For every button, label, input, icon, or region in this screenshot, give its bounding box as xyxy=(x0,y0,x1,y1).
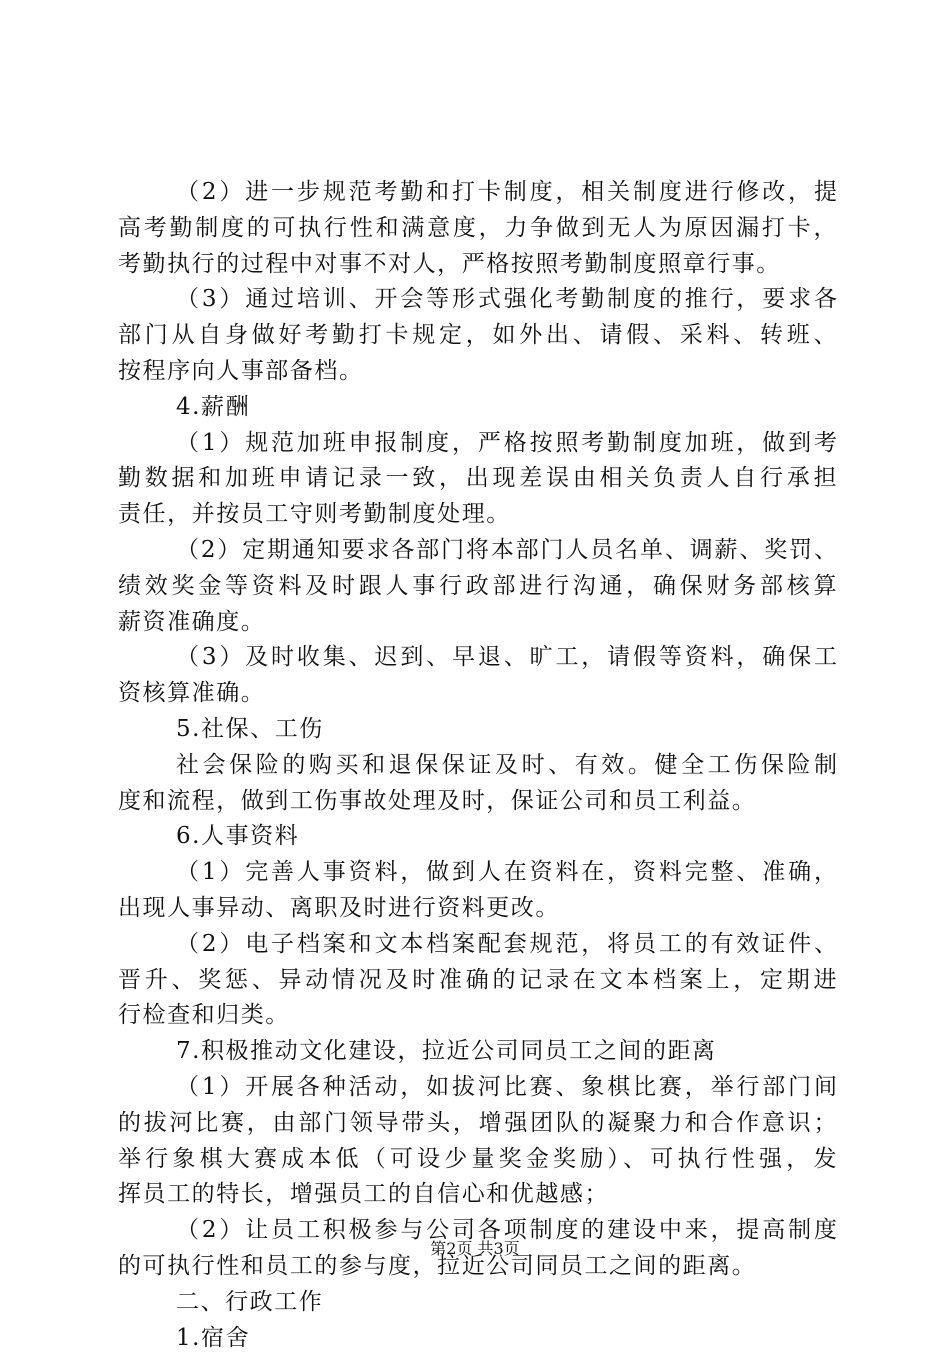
section-heading: 7.积极推动文化建设，拉近公司同员工之间的距离 xyxy=(118,1034,838,1070)
paragraph-line: （2）电子档案和文本档案配套规范，将员工的有效证件、 xyxy=(118,927,838,963)
section-heading: 5.社保、工伤 xyxy=(118,712,838,748)
paragraph-line: 高考勤制度的可执行性和满意度，力争做到无人为原因漏打卡， xyxy=(118,211,838,247)
section-heading: 二、行政工作 xyxy=(118,1285,838,1321)
paragraph-line: 出现人事异动、离职及时进行资料更改。 xyxy=(118,891,838,927)
paragraph-line: 资核算准确。 xyxy=(118,676,838,712)
document-body xyxy=(118,175,838,1356)
page-number-footer: 第2页 共3页 xyxy=(0,1238,950,1260)
section-heading: 6.人事资料 xyxy=(118,819,838,855)
paragraph-line: （3）通过培训、开会等形式强化考勤制度的推行，要求各 xyxy=(118,282,838,318)
paragraph-line: 的拔河比赛，由部门领导带头，增强团队的凝聚力和合作意识； xyxy=(118,1106,838,1142)
section-heading: 1.宿舍 xyxy=(118,1321,838,1356)
paragraph-line: 行检查和归类。 xyxy=(118,998,838,1034)
paragraph-line: 按程序向人事部备档。 xyxy=(118,354,838,390)
paragraph-line: （1）规范加班申报制度，严格按照考勤制度加班，做到考 xyxy=(118,426,838,462)
paragraph-line: 考勤执行的过程中对事不对人，严格按照考勤制度照章行事。 xyxy=(118,247,838,283)
paragraph-line: （3）及时收集、迟到、早退、旷工，请假等资料，确保工 xyxy=(118,640,838,676)
paragraph-line: 薪资准确度。 xyxy=(118,605,838,641)
paragraph-line: 晋升、奖惩、异动情况及时准确的记录在文本档案上，定期进 xyxy=(118,963,838,999)
paragraph-line: （1）完善人事资料，做到人在资料在，资料完整、准确， xyxy=(118,855,838,891)
paragraph-line: 的可执行性和员工的参与度，拉近公司同员工之间的距离。 xyxy=(118,1249,838,1285)
paragraph-line: 部门从自身做好考勤打卡规定，如外出、请假、采料、转班、 xyxy=(118,318,838,354)
paragraph-line: （2）让员工积极参与公司各项制度的建设中来，提高制度 xyxy=(118,1213,838,1249)
paragraph-line: 挥员工的特长，增强员工的自信心和优越感； xyxy=(118,1177,838,1213)
paragraph-line: （2）定期通知要求各部门将本部门人员名单、调薪、奖罚、 xyxy=(118,533,838,569)
paragraph-line: （1）开展各种活动，如拔河比赛、象棋比赛，举行部门间 xyxy=(118,1070,838,1106)
paragraph-line: 度和流程，做到工伤事故处理及时，保证公司和员工利益。 xyxy=(118,784,838,820)
paragraph-line: 社会保险的购买和退保保证及时、有效。健全工伤保险制 xyxy=(118,748,838,784)
section-heading: 4.薪酬 xyxy=(118,390,838,426)
paragraph-line: （2）进一步规范考勤和打卡制度，相关制度进行修改，提 xyxy=(118,175,838,211)
paragraph-line: 绩效奖金等资料及时跟人事行政部进行沟通，确保财务部核算 xyxy=(118,569,838,605)
paragraph-line: 勤数据和加班申请记录一致，出现差误由相关负责人自行承担 xyxy=(118,461,838,497)
paragraph-line: 举行象棋大赛成本低（可设少量奖金奖励）、可执行性强，发 xyxy=(118,1142,838,1178)
paragraph-line: 责任，并按员工守则考勤制度处理。 xyxy=(118,497,838,533)
